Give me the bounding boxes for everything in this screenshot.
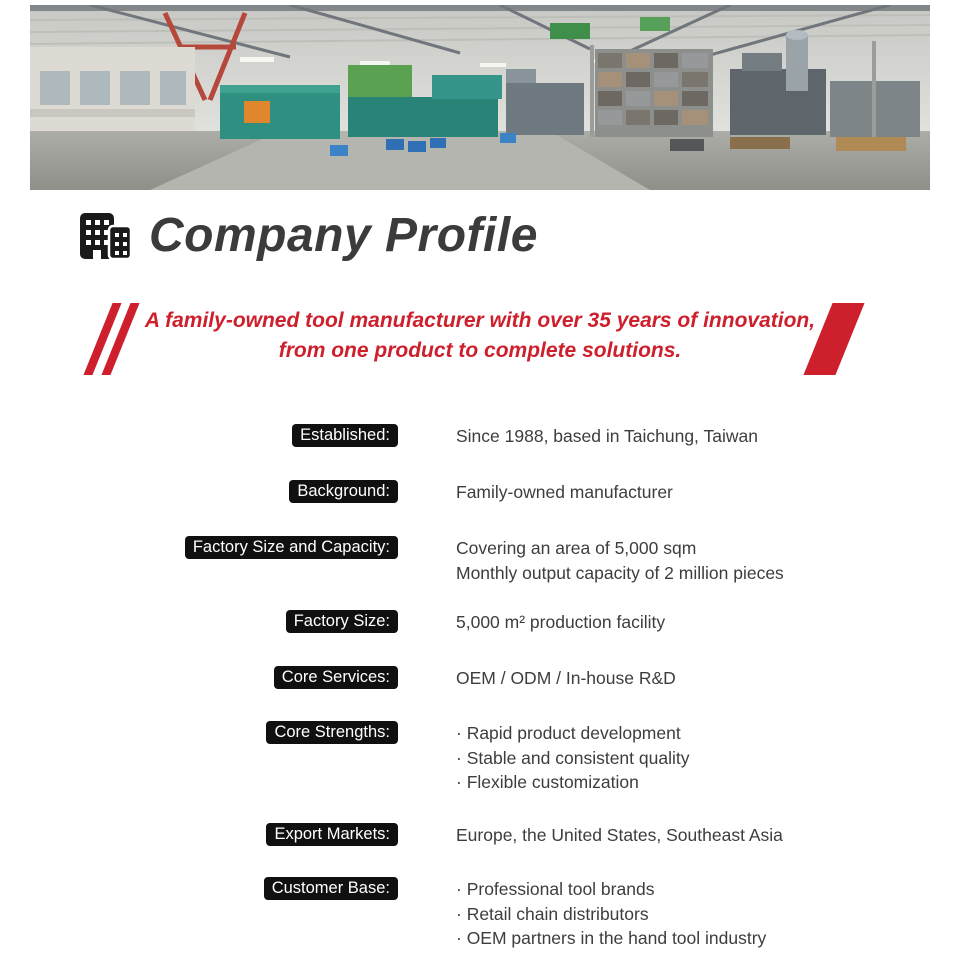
profile-rows [0,424,960,951]
row-label-badge: Background: [289,480,398,503]
profile-row-core-strengths [0,721,960,795]
row-value-line: Family-owned manufacturer [456,481,673,502]
row-value-line: Europe, the United States, Southeast Asia [456,824,783,845]
tagline-line-1: A family-owned tool manufacturer with over 35 years of innovation, [144,309,816,332]
row-value [456,666,676,691]
row-value [456,823,783,848]
row-value-line: · Retail chain distributors [456,903,649,924]
tagline [0,306,960,366]
row-value [456,877,766,951]
tagline-line-2: from one product to complete solutions. [278,339,682,362]
profile-row-core-services [0,666,960,691]
row-value-line: · Rapid product development [456,723,681,743]
factory-photo [30,5,930,190]
building-icon [78,211,132,261]
page-title: Company Profile [149,209,538,262]
row-value-line: Monthly output capacity of 2 million pieces [456,562,784,583]
row-label-badge: Core Services: [274,666,398,689]
profile-row-export-markets [0,823,960,848]
row-value-line: · Professional tool brands [456,879,655,899]
row-value-line: 5,000 m² production facility [456,612,666,632]
row-value [456,480,673,505]
profile-row-factory-size [0,610,960,635]
profile-row-established [0,424,960,449]
profile-row-background [0,480,960,505]
row-label-badge: Factory Size: [286,610,398,633]
row-value-line: · OEM partners in the hand tool industry [456,928,767,948]
row-value-line: · Stable and consistent quality [456,747,690,768]
profile-row-customer-base [0,877,960,951]
row-label-badge: Core Strengths: [266,721,398,744]
page-header [78,208,538,263]
row-value-line: · Flexible customization [456,772,639,792]
factory-photo-illustration [30,5,930,190]
row-value-line: Covering an area of 5,000 sqm [456,538,697,558]
row-label-badge: Export Markets: [266,823,398,846]
row-value [456,610,665,635]
row-value-line: Since 1988, based in Taichung, Taiwan [456,426,758,446]
row-value [456,536,784,585]
row-value-line: OEM / ODM / In-house R&D [456,667,676,688]
row-value [456,424,758,449]
row-label-badge: Customer Base: [264,877,398,900]
profile-row-factory-size-capacity [0,536,960,585]
row-label-badge: Factory Size and Capacity: [185,536,398,559]
row-label-badge: Established: [292,424,398,447]
row-value [456,721,689,795]
